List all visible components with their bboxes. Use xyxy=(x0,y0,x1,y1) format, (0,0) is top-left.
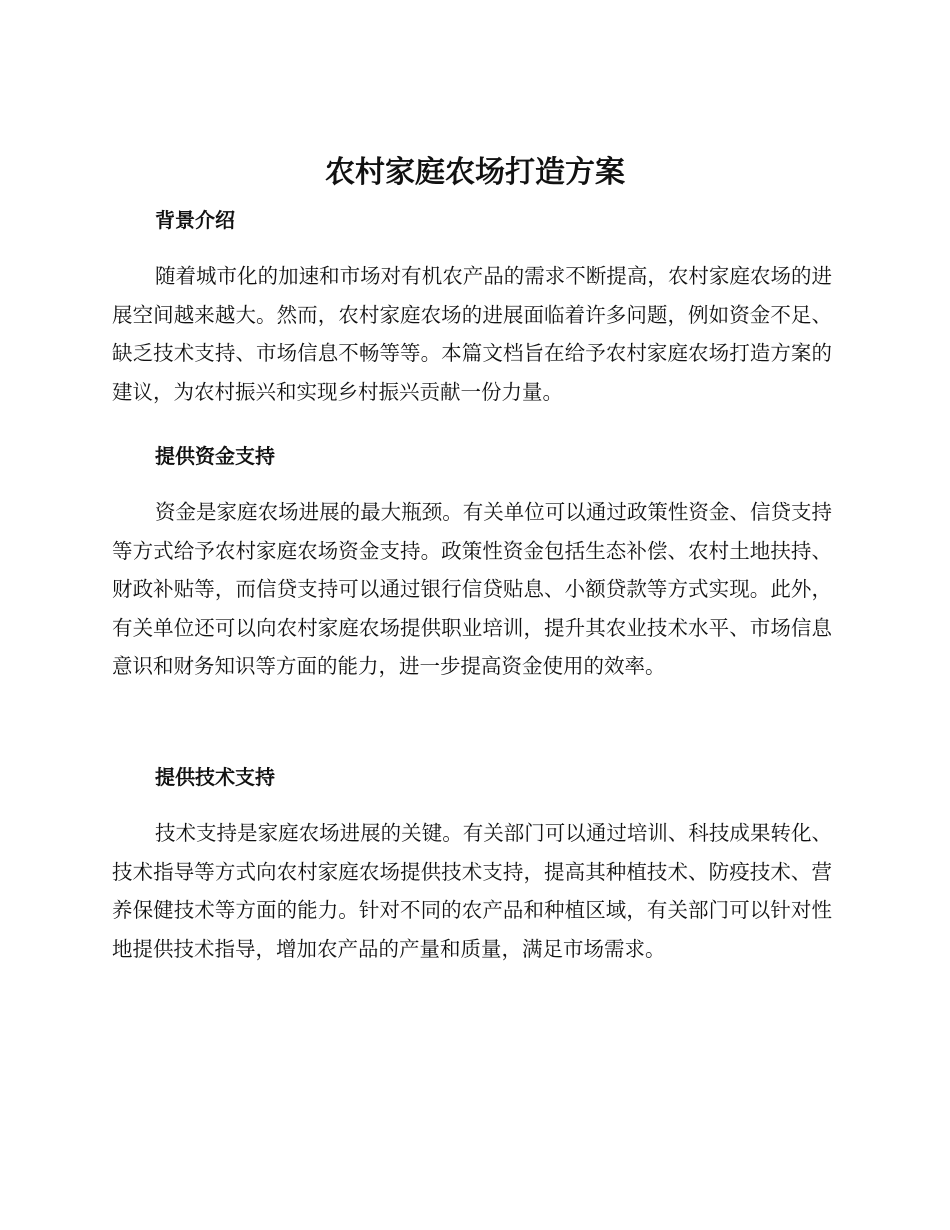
section-body-background: 随着城市化的加速和市场对有机农产品的需求不断提高，农村家庭农场的进展空间越来越大。然而，农村家庭农场的进展面临着许多问题，例如资金不足、缺乏技术支持、市场信息不畅等等。本篇文档旨在给予农村家庭农场打造方案的建议，为农村振兴和实现乡村振兴贡献一份力量。 xyxy=(112,264,832,404)
section-heading-technology: 提供技术支持 xyxy=(155,765,275,789)
section-body-funding: 资金是家庭农场进展的最大瓶颈。有关单位可以通过政策性资金、信贷支持等方式给予农村家庭农场资金支持。政策性资金包括生态补偿、农村土地扶持、财政补贴等，而信贷支持可以通过银行信贷贴息、小额贷款等方式实现。此外，有关单位还可以向农村家庭农场提供职业培训，提升其农业技术水平、市场信息意识和财务知识等方面的能力，进一步提高资金使用的效率。 xyxy=(112,500,832,678)
section-heading-background: 背景介绍 xyxy=(155,208,235,232)
section-heading-funding: 提供资金支持 xyxy=(155,444,275,468)
section-body-technology: 技术支持是家庭农场进展的关键。有关部门可以通过培训、科技成果转化、技术指导等方式向农村家庭农场提供技术支持，提高其种植技术、防疫技术、营养保健技术等方面的能力。针对不同的农产品和种植区域，有关部门可以针对性地提供技术指导，增加农产品的产量和质量，满足市场需求。 xyxy=(112,821,832,961)
document-title: 农村家庭农场打造方案 xyxy=(325,155,625,190)
